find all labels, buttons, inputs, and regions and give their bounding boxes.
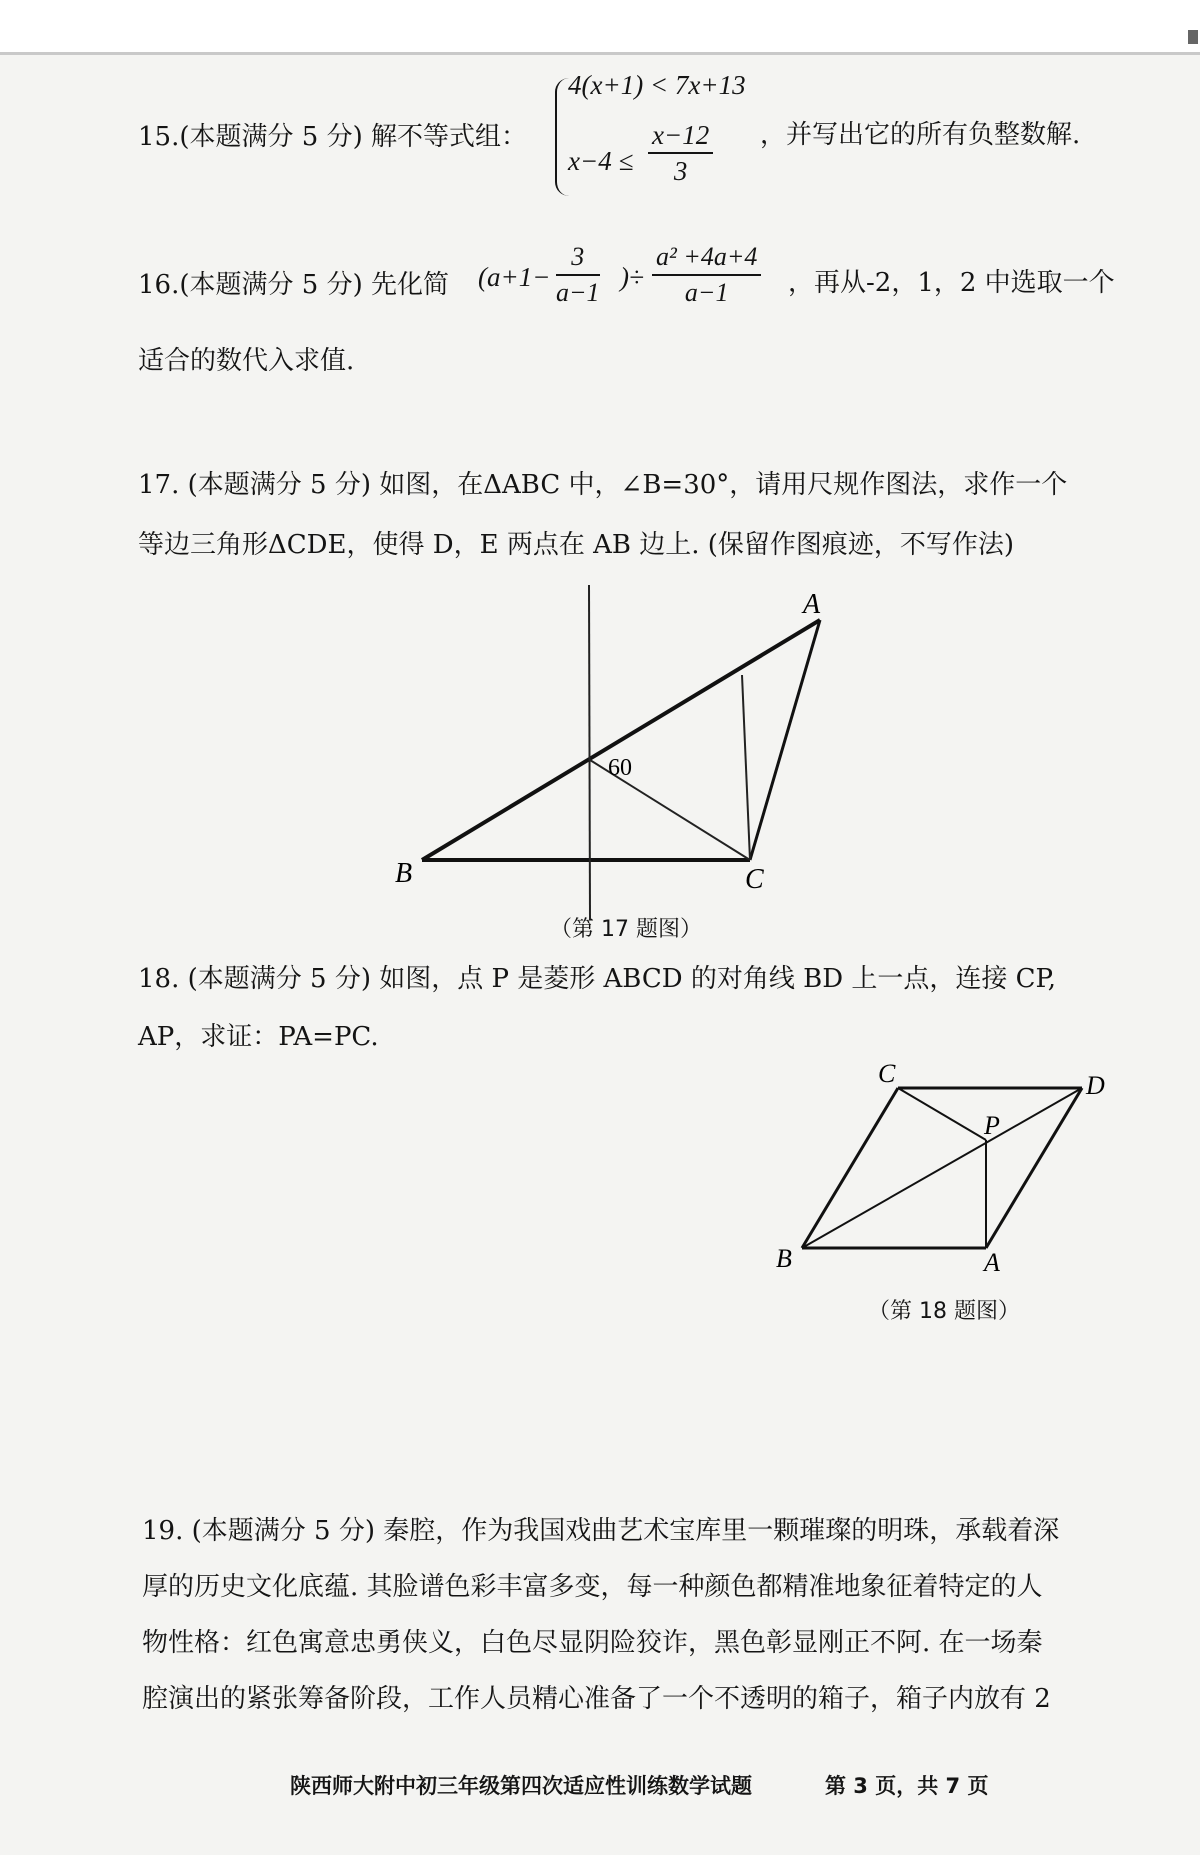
q18-segment-cp: [898, 1088, 986, 1140]
q16-part2: )÷: [620, 262, 644, 292]
q16-prefix: 16.(本题满分 5 分) 先化简: [138, 270, 449, 300]
q18-side-da: [986, 1088, 1082, 1248]
q16-frac1-den: a−1: [556, 278, 600, 307]
q16-line2: 适合的数代入求值.: [138, 346, 355, 376]
q16-frac2-den: a−1: [684, 278, 729, 307]
q17-line1: 17. (本题满分 5 分) 如图，在ΔABC 中，∠B=30°，请用尺规作图法，求作一个: [138, 470, 1068, 500]
q15-inequality-2-left: x−4 ≤: [568, 146, 634, 176]
q15-inequality-1: 4(x+1) < 7x+13: [568, 70, 746, 100]
q18-label-b: B: [776, 1244, 792, 1273]
q15-frac-num: x−12: [648, 118, 713, 154]
q18-label-d: D: [1086, 1071, 1105, 1100]
q19-line3: 物性格：红色寓意忠勇侠义，白色尽显阴险狡诈，黑色彰显刚正不阿. 在一场秦: [142, 1628, 1043, 1658]
q15-fraction: [648, 118, 713, 188]
q17-line2: 等边三角形ΔCDE，使得 D，E 两点在 AB 边上. (保留作图痕迹，不写作法): [138, 530, 1015, 560]
q16-frac1-num: 3: [556, 240, 600, 276]
q19-line4: 腔演出的紧张筹备阶段，工作人员精心准备了一个不透明的箱子，箱子内放有 2: [142, 1684, 1051, 1714]
q17-caption: （第 17 题图）: [550, 917, 702, 942]
q17-construction-vertical: [589, 585, 590, 920]
q17-handwritten-angle: 60: [608, 755, 632, 781]
q16-fraction-1: [556, 240, 600, 310]
q15-prefix: 15.(本题满分 5 分) 解不等式组：: [138, 122, 527, 152]
q18-label-c: C: [878, 1060, 896, 1088]
q16-fraction-2: [652, 240, 761, 310]
q16-part1: (a+1−: [478, 262, 551, 292]
q19-line2: 厚的历史文化底蕴. 其脸谱色彩丰富多变，每一种颜色都精准地象征着特定的人: [142, 1572, 1043, 1602]
scroll-indicator: [1188, 30, 1198, 44]
q17-label-a: A: [803, 589, 821, 620]
q17-segment-ec: [742, 675, 750, 860]
q18-diagonal-bd: [802, 1088, 1082, 1248]
q18-label-p: P: [984, 1111, 1000, 1140]
q18-caption: （第 18 题图）: [868, 1299, 1020, 1324]
q18-label-a: A: [984, 1248, 1000, 1277]
q18-side-bc: [802, 1088, 898, 1248]
top-bar: [0, 0, 1200, 55]
q16-suffix: ，再从-2，1，2 中选取一个: [788, 268, 1115, 298]
q18-line2: AP，求证：PA=PC.: [138, 1022, 379, 1052]
q18-figure: [770, 1060, 1120, 1280]
footer-title: 陕西师大附中初三年级第四次适应性训练数学试题: [290, 1774, 752, 1798]
q18-line1: 18. (本题满分 5 分) 如图，点 P 是菱形 ABCD 的对角线 BD 上一点，连接 CP,: [138, 964, 1057, 994]
q17-figure: [380, 575, 850, 925]
q17-label-b: B: [395, 858, 413, 889]
q19-line1: 19. (本题满分 5 分) 秦腔，作为我国戏曲艺术宝库里一颗璀璨的明珠，承载着深: [142, 1516, 1060, 1546]
q15-suffix: ，并写出它的所有负整数解.: [760, 120, 1081, 150]
q15-frac-den: 3: [673, 156, 688, 186]
q16-frac2-num: a² +4a+4: [652, 240, 761, 276]
q17-label-c: C: [745, 864, 764, 895]
footer-page-number: 第 3 页，共 7 页: [825, 1774, 989, 1798]
